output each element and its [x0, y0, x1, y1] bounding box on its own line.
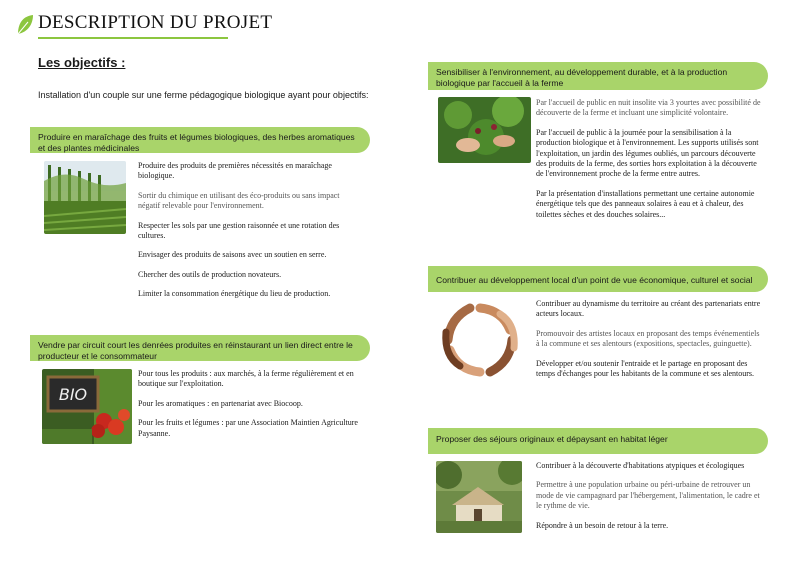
- section-banner-sensibiliser: [428, 62, 768, 90]
- field-photo: [44, 161, 126, 234]
- bio-sign-label: BIO: [58, 385, 88, 404]
- section-4-text: [536, 299, 762, 388]
- paragraph: Respecter les sols par une gestion raisonnée et une rotation des cultures.: [138, 220, 340, 241]
- title-underline: [38, 37, 228, 39]
- section-banner-circuit-court: [30, 335, 370, 361]
- section-title: Sensibiliser à l'environnement, au développement durable, et à la production biologique par l'accueil à la ferme: [436, 67, 728, 88]
- paragraph: Répondre à un besoin de retour à la terre.: [536, 520, 669, 530]
- paragraph: Contribuer à la découverte d'habitations atypiques et écologiques: [536, 461, 745, 470]
- paragraph: Développer et/ou soutenir l'entraide et le partage en proposant des temps d'échanges pour les habitants de la commune et ses alentours.: [536, 358, 755, 379]
- paragraph: Permettre à une population urbaine ou péri-urbaine de retrouver un mode de vie campagnard par l'hébergement, l'alimentation, le cadre et le rythme de vie.: [536, 480, 760, 511]
- bio-market-photo: [42, 369, 132, 444]
- section-5-text: [536, 461, 762, 540]
- paragraph: Par la présentation d'installations permettant une certaine autonomie énergétique tels que des panneaux solaires à eau et à chaleur, des toilettes sèches et des douches solaires...: [536, 188, 755, 219]
- section-banner-developpement-local: [428, 266, 768, 292]
- paragraph: Contribuer au dynamisme du territoire au créant des partenariats entre acteurs locaux.: [536, 299, 761, 319]
- section-title: Produire en maraîchage des fruits et légumes biologiques, des herbes aromatiques et des plantes médicinales: [38, 132, 355, 153]
- paragraph: Envisager des produits de saisons avec un soutien en serre.: [138, 250, 327, 260]
- paragraph: Limiter la consommation énergétique du lieu de production.: [138, 289, 331, 299]
- leaf-icon: [16, 14, 34, 36]
- paragraph: Produire des produits de premières nécessités en maraîchage biologique.: [138, 161, 332, 181]
- page-title: DESCRIPTION DU PROJET: [38, 12, 273, 33]
- paragraph: Promouvoir des artistes locaux en proposant des temps événementiels à la commune et ses alentours (expositions, spectacles, guinguette).: [536, 328, 760, 349]
- paragraph: Chercher des outils de production novateurs.: [138, 269, 282, 279]
- yurt-photo: [436, 461, 522, 533]
- section-banner-sejours: [428, 428, 768, 454]
- paragraph: Par l'accueil de public à la journée pour la sensibilisation à la production biologique et à l'environnement. Les supports utilisés sont l'exploitation, un jardin des légumes oubliés, un parcours découverte des produits de la ferme, des sorties hors exploitation à la découverte de l'environnement proche de la ferme entre autres.: [536, 127, 759, 179]
- harvest-photo: [438, 97, 531, 163]
- section-2-text: [138, 369, 360, 448]
- hands-circle-photo: [440, 300, 520, 380]
- section-title: Vendre par circuit court les denrées produites en réinstaurant un lien direct entre le producteur et le consommateur: [38, 340, 353, 361]
- intro-text: Installation d'un couple sur une ferme pédagogique biologique ayant pour objectifs:: [38, 90, 369, 100]
- paragraph: Par l'accueil de public en nuit insolite via 3 yourtes avec possibilité de découverte de la ferme et incluant une simplicité volontaire.: [536, 98, 761, 118]
- paragraph: Pour les fruits et légumes : par une Association Maintien Agriculture Paysanne.: [138, 418, 358, 438]
- section-3-text: [536, 98, 762, 229]
- objectives-heading: Les objectifs :: [38, 55, 126, 70]
- section-title: Contribuer au développement local d'un point de vue économique, culturel et social: [436, 275, 753, 285]
- paragraph: Pour les aromatiques : en partenariat avec Biocoop.: [138, 398, 303, 408]
- section-title: Proposer des séjours originaux et dépaysant en habitat léger: [436, 434, 668, 444]
- section-banner-production: [30, 127, 370, 153]
- paragraph: Sortir du chimique en utilisant des éco-produits ou sans impact négatif relevable pour l'environnement.: [138, 190, 340, 211]
- paragraph: Pour tous les produits : aux marchés, à la ferme régulièrement et en boutique sur l'exploitation.: [138, 369, 354, 389]
- section-1-text: [138, 161, 360, 309]
